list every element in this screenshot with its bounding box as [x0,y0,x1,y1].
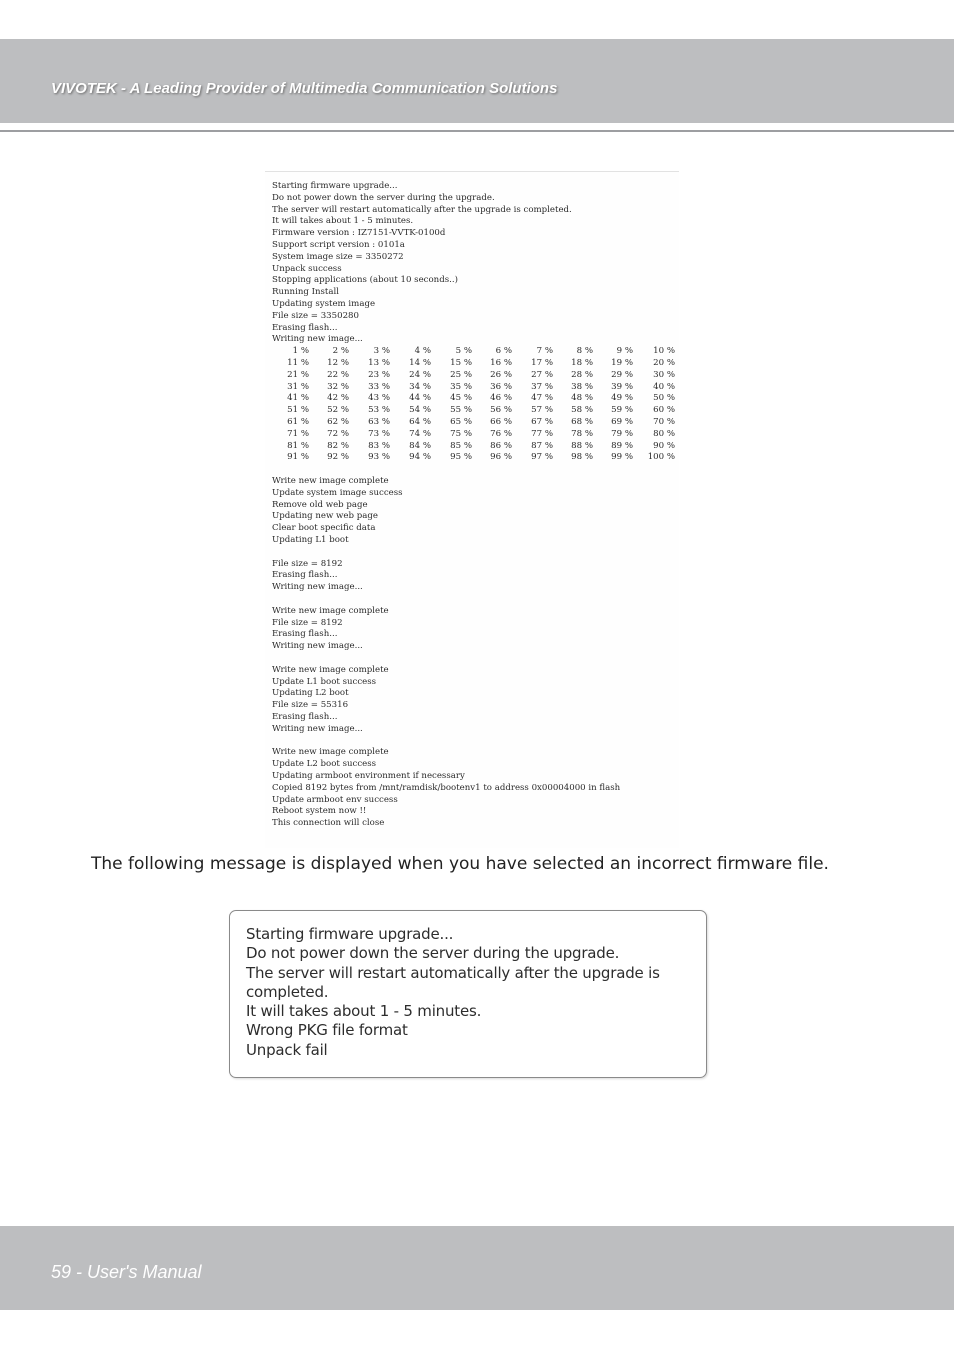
progress-percent: 35 % [450,381,472,392]
progress-percent: 5 % [455,346,472,357]
caption-text: The following message is displayed when you have selected an incorrect firmware file. [91,854,829,874]
progress-percent: 45 % [450,393,472,404]
progress-percent: 62 % [327,417,349,427]
progress-percent: 57 % [531,405,553,416]
progress-percent: 66 % [490,417,512,427]
progress-percent: 48 % [571,393,593,404]
console-line: Erasing flash... [272,629,338,640]
console-line: Erasing flash... [272,322,338,333]
progress-percent: 80 % [653,428,675,439]
console-line: Updating new web page [272,511,378,522]
progress-percent: 89 % [611,440,633,451]
progress-percent: 18 % [571,358,593,368]
progress-percent: 84 % [409,440,431,451]
console-line: Write new image complete [272,747,389,758]
progress-percent: 61 % [287,417,309,427]
progress-percent: 86 % [490,440,512,451]
incorrect-firmware-message-box [229,910,707,1078]
progress-percent: 15 % [450,358,472,368]
console-line: Remove old web page [272,499,368,510]
header-title: VIVOTEK - A Leading Provider of Multimedia Communication Solutions [51,80,558,97]
progress-percent: 78 % [571,428,593,439]
console-line: It will takes about 1 - 5 minutes. [272,216,414,227]
progress-percent: 100 % [647,452,675,463]
console-line: Write new image complete [272,605,389,616]
progress-percent: 8 % [576,346,593,357]
progress-percent: 52 % [327,405,349,416]
console-line: Do not power down the server during the upgrade. [272,192,495,203]
progress-percent: 4 % [414,346,431,357]
progress-percent: 99 % [611,452,633,463]
progress-percent: 54 % [409,405,431,416]
progress-percent: 43 % [368,393,390,404]
console-line: Writing new image... [272,723,363,734]
progress-percent: 85 % [450,440,472,451]
console-line: The server will restart automatically after the upgrade is completed. [272,204,572,215]
console-line: Erasing flash... [272,570,338,581]
progress-percent: 26 % [490,369,512,380]
console-line: Stopping applications (about 10 seconds..) [272,275,458,286]
progress-percent: 53 % [368,405,390,416]
console-line: Unpack success [272,263,342,274]
progress-percent: 90 % [653,440,675,451]
progress-percent: 74 % [409,428,431,439]
console-line: Update armboot env success [272,794,398,805]
message-line: Do not power down the server during the upgrade. [246,944,620,963]
progress-percent: 70 % [653,417,675,427]
console-line: Writing new image... [272,641,363,652]
progress-percent: 3 % [373,346,390,357]
console-line: Running Install [272,287,340,298]
console-line: Clear boot specific data [272,523,376,534]
progress-percent: 95 % [450,452,472,463]
progress-percent: 82 % [327,440,349,451]
progress-percent: 31 % [287,381,309,392]
console-line: Write new image complete [272,664,389,675]
progress-percent: 67 % [531,417,553,427]
progress-percent: 12 % [327,358,349,368]
progress-percent: 9 % [616,346,633,357]
progress-percent: 2 % [332,346,349,357]
progress-percent: 96 % [490,452,512,463]
progress-percent: 33 % [368,381,390,392]
console-line: Starting firmware upgrade... [272,181,398,191]
progress-percent: 6 % [495,346,512,357]
progress-percent: 38 % [571,381,593,392]
progress-percent: 21 % [287,369,309,380]
progress-percent: 87 % [531,440,553,451]
console-line: Erasing flash... [272,712,338,722]
progress-percent: 29 % [611,369,633,380]
console-line: Update system image success [272,487,403,498]
progress-percent: 92 % [327,452,349,463]
console-line: Writing new image... [272,582,363,593]
progress-percent: 34 % [409,381,431,392]
message-line: Unpack fail [246,1040,328,1059]
progress-percent: 94 % [409,452,431,463]
progress-percent: 37 % [531,381,553,392]
progress-percent: 17 % [531,358,553,368]
progress-percent: 44 % [409,393,431,404]
console-line: Writing new image... [272,334,363,345]
progress-percent: 16 % [490,358,512,368]
message-line: The server will restart automatically after the upgrade is completed. [246,963,660,1001]
progress-percent: 32 % [327,381,349,392]
progress-percent: 1 % [292,346,309,357]
firmware-upgrade-console-screenshot [265,171,679,848]
console-line: Support script version : 0101a [272,240,405,250]
progress-percent: 93 % [368,452,390,463]
console-line: Update L1 boot success [272,676,377,687]
progress-percent: 13 % [368,358,390,368]
progress-percent: 19 % [611,358,633,368]
console-line: Copied 8192 bytes from /mnt/ramdisk/bootenv1 to address 0x00004000 in flash [272,782,621,793]
progress-percent: 69 % [611,417,633,427]
console-line: Updating L2 boot [272,688,349,699]
progress-percent: 24 % [409,369,431,380]
progress-percent: 20 % [653,358,675,368]
progress-percent: 81 % [287,440,309,451]
console-line: Update L2 boot success [272,759,377,770]
console-line: File size = 3350280 [272,310,359,321]
progress-percent: 30 % [653,369,675,380]
header-divider [0,130,954,132]
progress-percent: 59 % [611,405,633,416]
progress-percent: 46 % [490,393,512,404]
progress-percent: 40 % [653,381,675,392]
progress-percent: 91 % [287,452,309,463]
console-line: System image size = 3350272 [272,251,404,262]
message-line: Starting firmware upgrade... [246,925,454,943]
progress-percent: 22 % [327,369,349,380]
progress-percent: 50 % [653,393,675,404]
console-line: File size = 8192 [272,558,343,569]
progress-percent: 36 % [490,381,512,392]
progress-percent: 77 % [531,428,553,439]
progress-percent: 72 % [327,428,349,439]
message-line: It will takes about 1 - 5 minutes. [246,1002,482,1021]
progress-percent: 58 % [571,405,593,416]
progress-percent: 28 % [571,369,593,380]
progress-percent: 65 % [450,417,472,427]
progress-percent: 14 % [409,358,431,368]
progress-percent: 23 % [368,369,390,380]
progress-percent: 47 % [531,393,553,404]
progress-percent: 68 % [571,417,593,427]
console-line: Reboot system now !! [272,806,367,817]
progress-percent: 56 % [490,405,512,416]
console-line: This connection will close [272,818,385,829]
progress-percent: 75 % [450,428,472,439]
console-line: File size = 8192 [272,617,343,628]
progress-percent: 98 % [571,452,593,463]
progress-percent: 88 % [571,440,593,451]
progress-percent: 76 % [490,428,512,439]
progress-percent: 55 % [450,405,472,416]
progress-percent: 10 % [653,346,675,357]
console-line: Updating armboot environment if necessary [272,771,465,781]
progress-percent: 71 % [287,428,309,439]
progress-percent: 11 % [287,358,309,368]
page-number-label: 59 - User's Manual [51,1262,202,1282]
progress-percent: 49 % [611,393,633,404]
console-line: File size = 55316 [272,700,349,711]
console-line: Firmware version : IZ7151-VVTK-0100d [272,228,446,239]
console-line: Write new image complete [272,476,389,486]
progress-percent: 42 % [327,393,349,404]
progress-percent: 51 % [287,405,309,416]
progress-percent: 73 % [368,428,390,439]
progress-percent: 41 % [287,393,309,404]
progress-percent: 39 % [611,381,633,392]
progress-percent: 79 % [611,428,633,439]
progress-percent: 64 % [409,417,431,427]
progress-percent: 83 % [368,440,390,451]
console-line: Updating L1 boot [272,535,349,545]
console-line: Updating system image [272,299,376,309]
progress-percent: 63 % [368,417,390,427]
progress-percent: 97 % [531,452,553,463]
progress-percent: 7 % [536,346,553,357]
progress-percent: 27 % [531,369,553,380]
message-line: Wrong PKG file format [246,1021,408,1040]
progress-percent: 25 % [450,369,472,380]
progress-percent: 60 % [653,405,675,416]
